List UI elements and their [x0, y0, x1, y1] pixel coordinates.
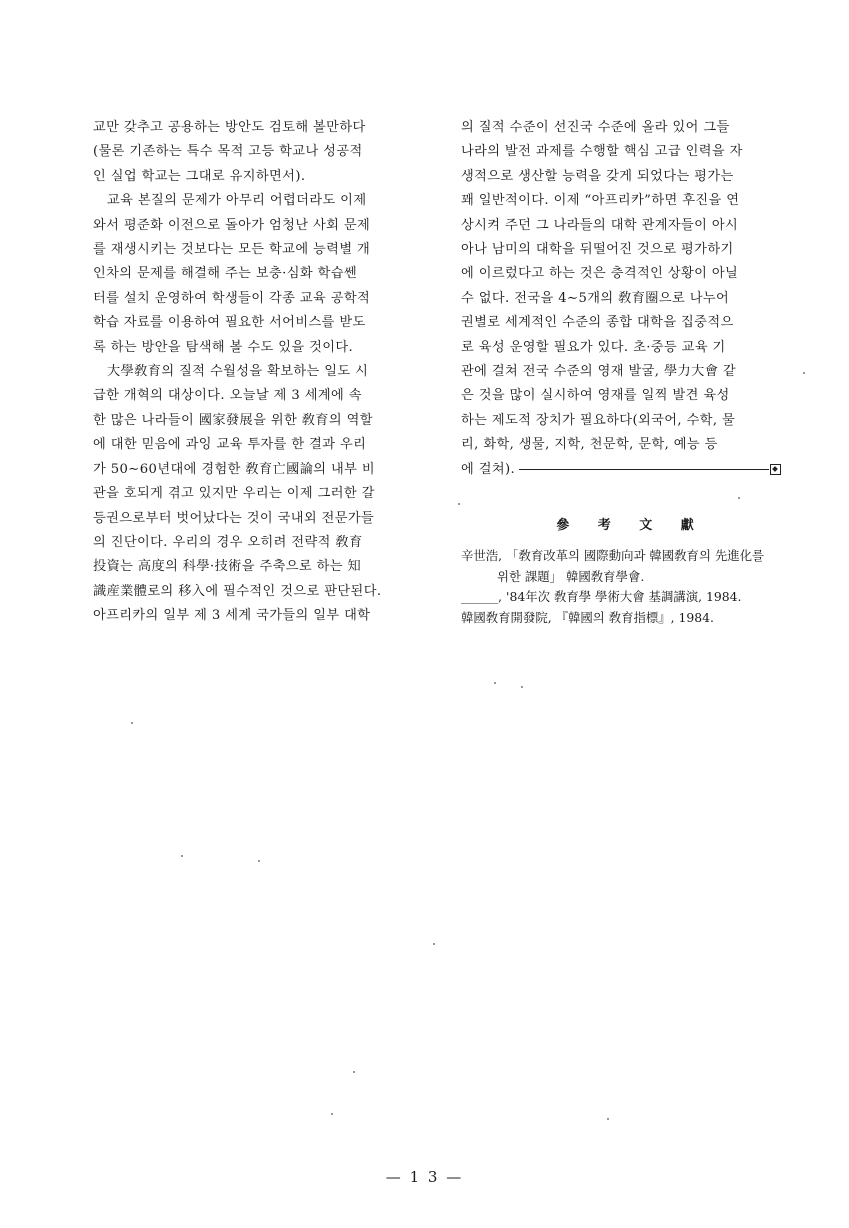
text-line: 가 50∼60년대에 경험한 敎育亡國論의 내부 비: [93, 461, 376, 477]
text-line: 생적으로 생산할 능력을 갖게 되었다는 평가는: [461, 168, 734, 184]
text-line: 관을 호되게 겪고 있지만 우리는 이제 그러한 갈: [93, 486, 375, 502]
scan-speck: [738, 497, 740, 499]
text-line: 터를 설치 운영하여 학생들이 각종 교육 공학적: [93, 290, 371, 306]
text-line: 나라의 발전 과제를 수행할 핵심 고급 인력을 자: [461, 144, 743, 160]
paragraph-start-line: 大學敎育의 질적 수월성을 확보하는 일도 시: [107, 364, 369, 380]
text-line: 와서 평준화 이전으로 돌아가 엄청난 사회 문제: [93, 217, 371, 233]
text-line: 인 실업 학교는 그대로 유지하면서).: [93, 168, 306, 184]
scan-speck: [131, 722, 133, 724]
text-line: 학습 자료를 이용하여 필요한 서어비스를 받도: [93, 315, 366, 331]
references-title: 參 考 文 獻: [556, 518, 706, 533]
text-line: 의 진단이다. 우리의 경우 오히려 전략적 敎育: [93, 534, 363, 550]
last-line-text: 에 걸쳐).: [461, 461, 516, 477]
right-column: [461, 116, 801, 482]
text-line: 의 질적 수준이 선진국 수준에 올라 있어 그들: [461, 120, 730, 135]
text-line: (물론 기존하는 특수 목적 고등 학교나 성공적: [93, 144, 363, 160]
text-line: 록 하는 방안을 탐색해 볼 수도 있을 것이다.: [93, 339, 354, 355]
scan-speck: [258, 860, 260, 862]
paragraph-start-line: 교육 본질의 문제가 아무리 어렵더라도 이제: [107, 193, 367, 209]
text-line: 하는 제도적 장치가 필요하다(외국어, 수학, 물: [461, 412, 736, 428]
left-column: [93, 116, 433, 629]
text-line: 꽤 일반적이다. 이제 “아프리카”하면 후진을 연: [461, 193, 740, 209]
reference-entry: ______, '84年次 敎育學 學術大會 基調講演, 1984.: [461, 589, 742, 604]
text-line: 아프리카의 일부 제 3 세계 국가들의 일부 대학: [93, 608, 371, 624]
end-mark-icon: [770, 464, 781, 475]
text-line: 관에 걸쳐 전국 수준의 영재 발굴, 學力大會 같: [461, 364, 737, 380]
text-line: 급한 개혁의 대상이다. 오늘날 제 3 세계에 속: [93, 388, 362, 404]
text-line: 아나 남미의 대학을 뒤떨어진 것으로 평가하기: [461, 242, 734, 258]
text-line: 로 육성 운영할 필요가 있다. 초·중등 교육 기: [461, 339, 726, 355]
references-list: [461, 546, 811, 628]
scan-speck: [331, 1113, 333, 1115]
scan-speck: [181, 855, 183, 857]
scan-speck: [494, 682, 496, 684]
text-line: 상시켜 주던 그 나라들의 대학 관계자들이 아시: [461, 217, 739, 233]
reference-entry-continuation: 위한 課題」 韓國敎育學會.: [497, 568, 645, 584]
text-line: 投資는 高度의 科學·技術을 주축으로 하는 知: [93, 559, 362, 575]
text-line: 은 것을 많이 실시하여 영재를 일찍 발견 육성: [461, 388, 730, 404]
text-line: 등권으로부터 벗어났다는 것이 국내외 전문가들: [93, 510, 375, 526]
scan-speck: [607, 1118, 609, 1120]
text-line: 권별로 세계적인 수준의 종합 대학을 집중적으: [461, 315, 734, 331]
text-line: 수 없다. 전국을 4∼5개의 敎育圈으로 나누어: [461, 290, 730, 306]
text-line: 에 이르렀다고 하는 것은 충격적인 상황이 아닐: [461, 266, 739, 282]
text-line: 識産業體로의 移入에 필수적인 것으로 판단된다.: [93, 583, 382, 599]
scan-speck: [433, 943, 435, 945]
reference-entry: 韓國敎育開發院, 『韓國의 敎育指標』, 1984.: [461, 609, 714, 625]
scan-speck: [521, 686, 523, 688]
scan-speck: [458, 503, 460, 505]
end-rule: [519, 469, 769, 470]
text-line: 교만 갖추고 공용하는 방안도 검토해 볼만하다: [93, 120, 366, 135]
text-line: 리, 화학, 생물, 지학, 천문학, 문학, 예능 등: [461, 437, 718, 453]
scan-speck: [803, 372, 805, 374]
scan-speck: [353, 1071, 355, 1073]
page-number: — 1 3 —: [385, 1168, 464, 1186]
text-line: 에 대한 믿음에 과잉 교육 투자를 한 결과 우리: [93, 437, 367, 453]
last-text-line: [461, 458, 801, 482]
text-line: 인차의 문제를 해결해 주는 보충·심화 학습쎈: [93, 266, 358, 282]
text-line: 한 많은 나라들이 國家發展을 위한 敎育의 역할: [93, 412, 373, 428]
reference-entry: 辛世浩, 「敎育改革의 國際動向과 韓國敎育의 先進化를: [461, 548, 764, 563]
text-line: 를 재생시키는 것보다는 모든 학교에 능력별 개: [93, 242, 371, 258]
